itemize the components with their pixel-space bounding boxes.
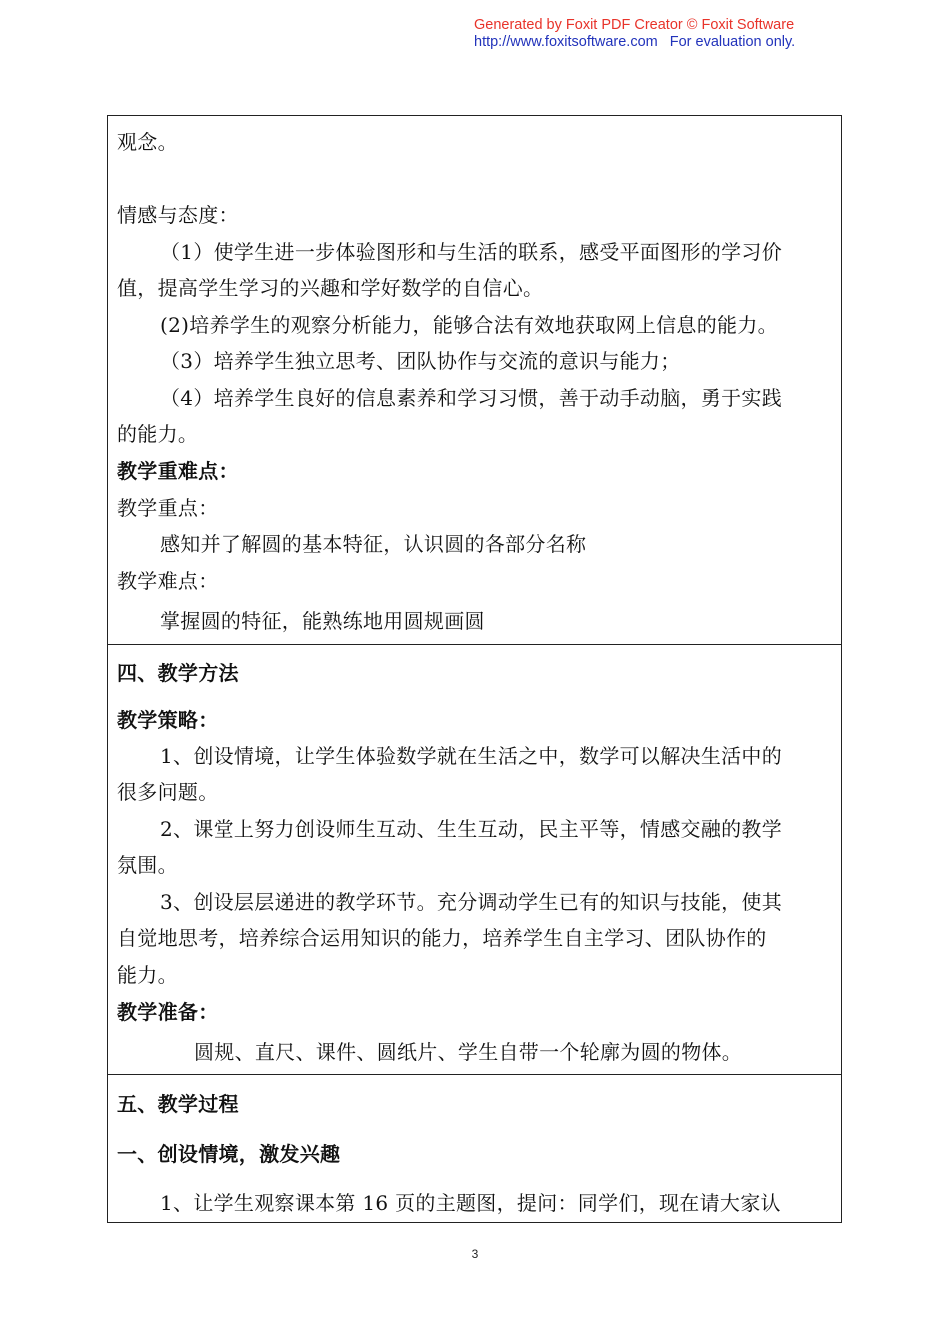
strategy-item-1-cont: 很多问题。 xyxy=(117,780,219,804)
emotion-item-2: (2)培养学生的观察分析能力，能够合法有效地获取网上信息的能力。 xyxy=(160,313,778,337)
process-step-heading: 一、创设情境，激发兴趣 xyxy=(117,1142,341,1166)
watermark-url[interactable]: http://www.foxitsoftware.com xyxy=(474,34,658,50)
lesson-plan-table xyxy=(107,115,842,1223)
emotion-item-3: （3）培养学生独立思考、团队协作与交流的意识与能力； xyxy=(160,349,681,373)
strategy-item-3: 3、创设层层递进的教学环节。充分调动学生已有的知识与技能，使其 xyxy=(160,890,783,914)
row-divider xyxy=(108,1074,841,1075)
emotion-item-1: （1）使学生进一步体验图形和与生活的联系，感受平面图形的学习价 xyxy=(160,240,783,264)
emotion-item-1-cont: 值，提高学生学习的兴趣和学好数学的自信心。 xyxy=(117,276,544,300)
emotion-item-4-cont: 的能力。 xyxy=(117,422,199,446)
strategy-item-1: 1、创设情境，让学生体验数学就在生活之中，数学可以解决生活中的 xyxy=(160,744,783,768)
row-divider xyxy=(108,644,841,645)
watermark-evaluation-note: For evaluation only. xyxy=(669,34,796,50)
difficulty-text: 掌握圆的特征，能熟练地用圆规画圆 xyxy=(160,609,485,633)
method-section-title: 四、教学方法 xyxy=(117,661,239,685)
strategy-heading: 教学策略： xyxy=(117,708,219,732)
process-step-text: 1、让学生观察课本第 16 页的主题图，提问：同学们，现在请大家认 xyxy=(160,1191,781,1215)
goals-continuation-text: 观念。 xyxy=(117,130,178,154)
preparation-heading: 教学准备： xyxy=(117,1000,219,1024)
key-difficulty-heading: 教学重难点： xyxy=(117,459,239,483)
page-number: 3 xyxy=(471,1247,479,1261)
emotion-attitude-heading: 情感与态度： xyxy=(117,203,239,227)
preparation-text: 圆规、直尺、课件、圆纸片、学生自带一个轮廓为圆的物体。 xyxy=(194,1040,743,1064)
foxit-watermark xyxy=(474,17,854,51)
strategy-item-2: 2、课堂上努力创设师生互动、生生互动，民主平等，情感交融的教学 xyxy=(160,817,783,841)
difficulty-label: 教学难点： xyxy=(117,569,219,593)
process-section-title: 五、教学过程 xyxy=(117,1092,239,1116)
watermark-url-line xyxy=(474,34,854,51)
focus-label: 教学重点： xyxy=(117,496,219,520)
emotion-item-4: （4）培养学生良好的信息素养和学习习惯，善于动手动脑，勇于实践 xyxy=(160,386,783,410)
strategy-item-3-cont2: 能力。 xyxy=(117,963,178,987)
strategy-item-3-cont: 自觉地思考，培养综合运用知识的能力，培养学生自主学习、团队协作的 xyxy=(117,926,767,950)
focus-text: 感知并了解圆的基本特征，认识圆的各部分名称 xyxy=(160,532,587,556)
watermark-generated-by: Generated by Foxit PDF Creator © Foxit Software xyxy=(474,17,795,33)
strategy-item-2-cont: 氛围。 xyxy=(117,853,178,877)
